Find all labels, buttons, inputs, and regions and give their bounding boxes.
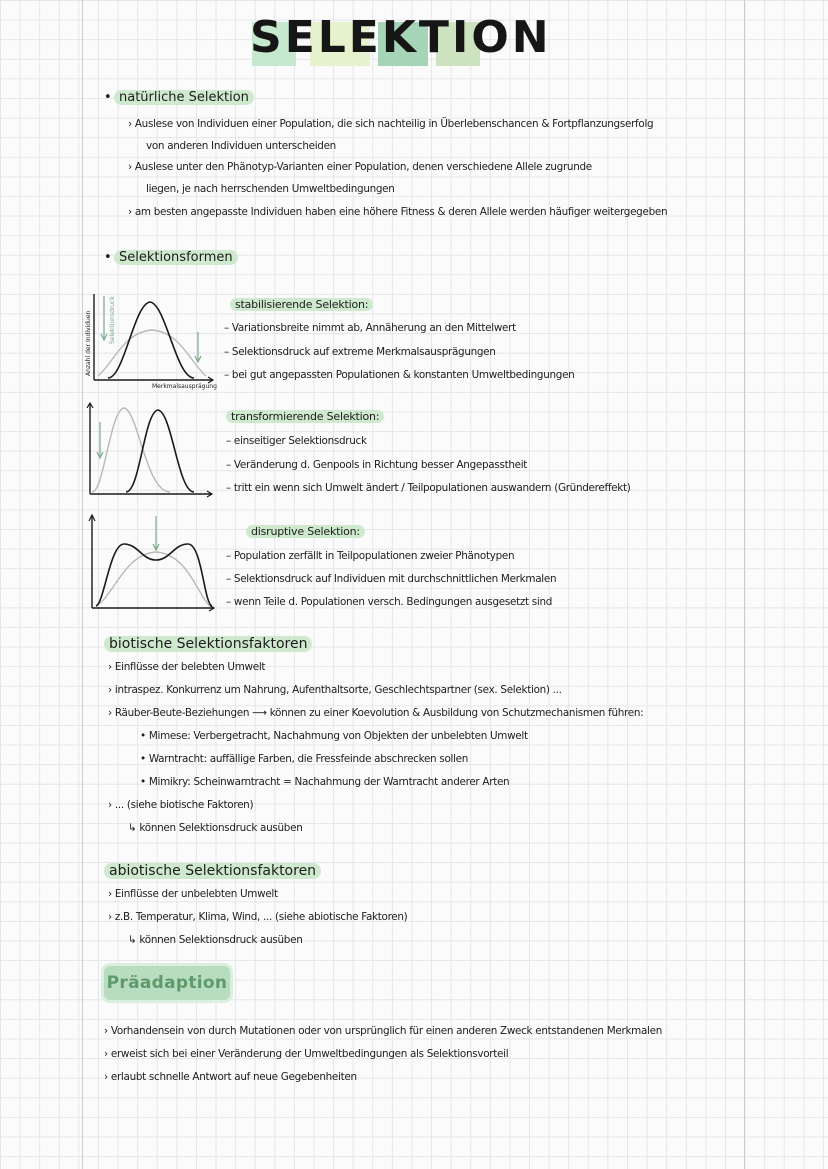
biotic-item-3: › Räuber-Beute-Beziehungen ⟶ können zu einer Koevolution & Ausbildung von Schutzmechanismen führen: [108, 707, 644, 719]
transforming-graph [84, 402, 214, 496]
page-title: SELEKTION [250, 12, 552, 63]
biotic-item-1: › Einflüsse der belebten Umwelt [108, 661, 266, 673]
stabilizing-item-3: – bei gut angepassten Populationen & konstanten Umweltbedingungen [224, 369, 575, 381]
natural-item-1-cont: von anderen Individuen unterscheiden [146, 140, 336, 152]
biotic-result: ↳ können Selektionsdruck ausüben [128, 822, 303, 834]
natural-item-2-cont: liegen, je nach herrschenden Umweltbedingungen [146, 183, 395, 195]
biotic-subitem-warntracht: • Warntracht: auffällige Farben, die Fressfeinde abschrecken sollen [140, 753, 469, 765]
transforming-item-3: – tritt ein wenn sich Umwelt ändert / Teilpopulationen auswandern (Gründereffekt) [226, 482, 631, 494]
transforming-item-1: – einseitiger Selektionsdruck [226, 435, 367, 447]
preadaptation-item-1: › Vorhandensein von durch Mutationen oder von ursprünglich für einen anderen Zweck entstandenen Merkmalen [104, 1025, 663, 1037]
transforming-heading: transformierende Selektion: [226, 410, 384, 423]
abiotic-item-2: › z.B. Temperatur, Klima, Wind, ... (siehe abiotische Faktoren) [108, 911, 408, 923]
transforming-item-2: – Veränderung d. Genpools in Richtung besser Angepasstheit [226, 459, 528, 471]
y-axis-label: Anzahl der Individuen [85, 310, 92, 376]
forms-bullet: • [104, 250, 112, 265]
biotic-subitem-mimese: • Mimese: Verbergetracht, Nachahmung von Objekten der unbelebten Umwelt [140, 730, 528, 742]
stabilizing-item-2: – Selektionsdruck auf extreme Merkmalsausprägungen [224, 346, 496, 358]
x-axis-label: Merkmalsausprägung [152, 383, 217, 390]
original-distribution-curve [92, 408, 170, 492]
stabilizing-heading: stabilisierende Selektion: [230, 298, 373, 311]
preadaptation-item-3: › erlaubt schnelle Antwort auf neue Gegebenheiten [104, 1071, 357, 1083]
disruptive-item-2: – Selektionsdruck auf Individuen mit durchschnittlichen Merkmalen [226, 573, 557, 585]
disruptive-heading: disruptive Selektion: [246, 525, 365, 538]
natural-selection-bullet: • [104, 90, 112, 105]
biotic-more: › ... (siehe biotische Faktoren) [108, 799, 254, 811]
preadaptation-item-2: › erweist sich bei einer Veränderung der Umweltbedingungen als Selektionsvorteil [104, 1048, 509, 1060]
page-margin-right [744, 0, 745, 1169]
natural-selection-heading: natürliche Selektion [114, 90, 254, 105]
disruptive-item-1: – Population zerfällt in Teilpopulationen zweier Phänotypen [226, 550, 515, 562]
title-area [250, 8, 552, 66]
disruptive-graph [84, 514, 216, 612]
selected-distribution-curve [108, 302, 194, 378]
preadaptation-heading: Präadaption [106, 973, 228, 993]
preadaptation-heading-badge [104, 966, 230, 1000]
natural-item-1: › Auslese von Individuen einer Population, die sich nachteilig in Überlebenschancen & Fortpflanzungserfolg [128, 118, 654, 130]
pressure-label: Selektionsdruck [109, 296, 116, 344]
forms-heading: Selektionsformen [114, 250, 238, 265]
stabilizing-item-1: – Variationsbreite nimmt ab, Annäherung an den Mittelwert [224, 322, 516, 334]
biotic-subitem-mimikry: • Mimikry: Scheinwarntracht = Nachahmung der Warntracht anderer Arten [140, 776, 510, 788]
shifted-distribution-curve [126, 410, 194, 492]
stabilizing-graph [84, 292, 217, 390]
disruptive-item-3: – wenn Teile d. Populationen versch. Bedingungen ausgesetzt sind [226, 596, 553, 608]
biotic-item-2: › intraspez. Konkurrenz um Nahrung, Aufenthaltsorte, Geschlechtspartner (sex. Selektion) ... [108, 684, 562, 696]
abiotic-heading: abiotische Selektionsfaktoren [104, 863, 321, 879]
split-distribution-curve [96, 544, 212, 606]
page-margin-left [82, 0, 83, 1169]
abiotic-item-1: › Einflüsse der unbelebten Umwelt [108, 888, 278, 900]
natural-item-2: › Auslese unter den Phänotyp-Varianten einer Population, denen verschiedene Allele zugrunde [128, 161, 592, 173]
biotic-heading: biotische Selektionsfaktoren [104, 636, 312, 652]
natural-item-3: › am besten angepasste Individuen haben eine höhere Fitness & deren Allele werden häufiger weitergegeben [128, 206, 668, 218]
abiotic-result: ↳ können Selektionsdruck ausüben [128, 934, 303, 946]
